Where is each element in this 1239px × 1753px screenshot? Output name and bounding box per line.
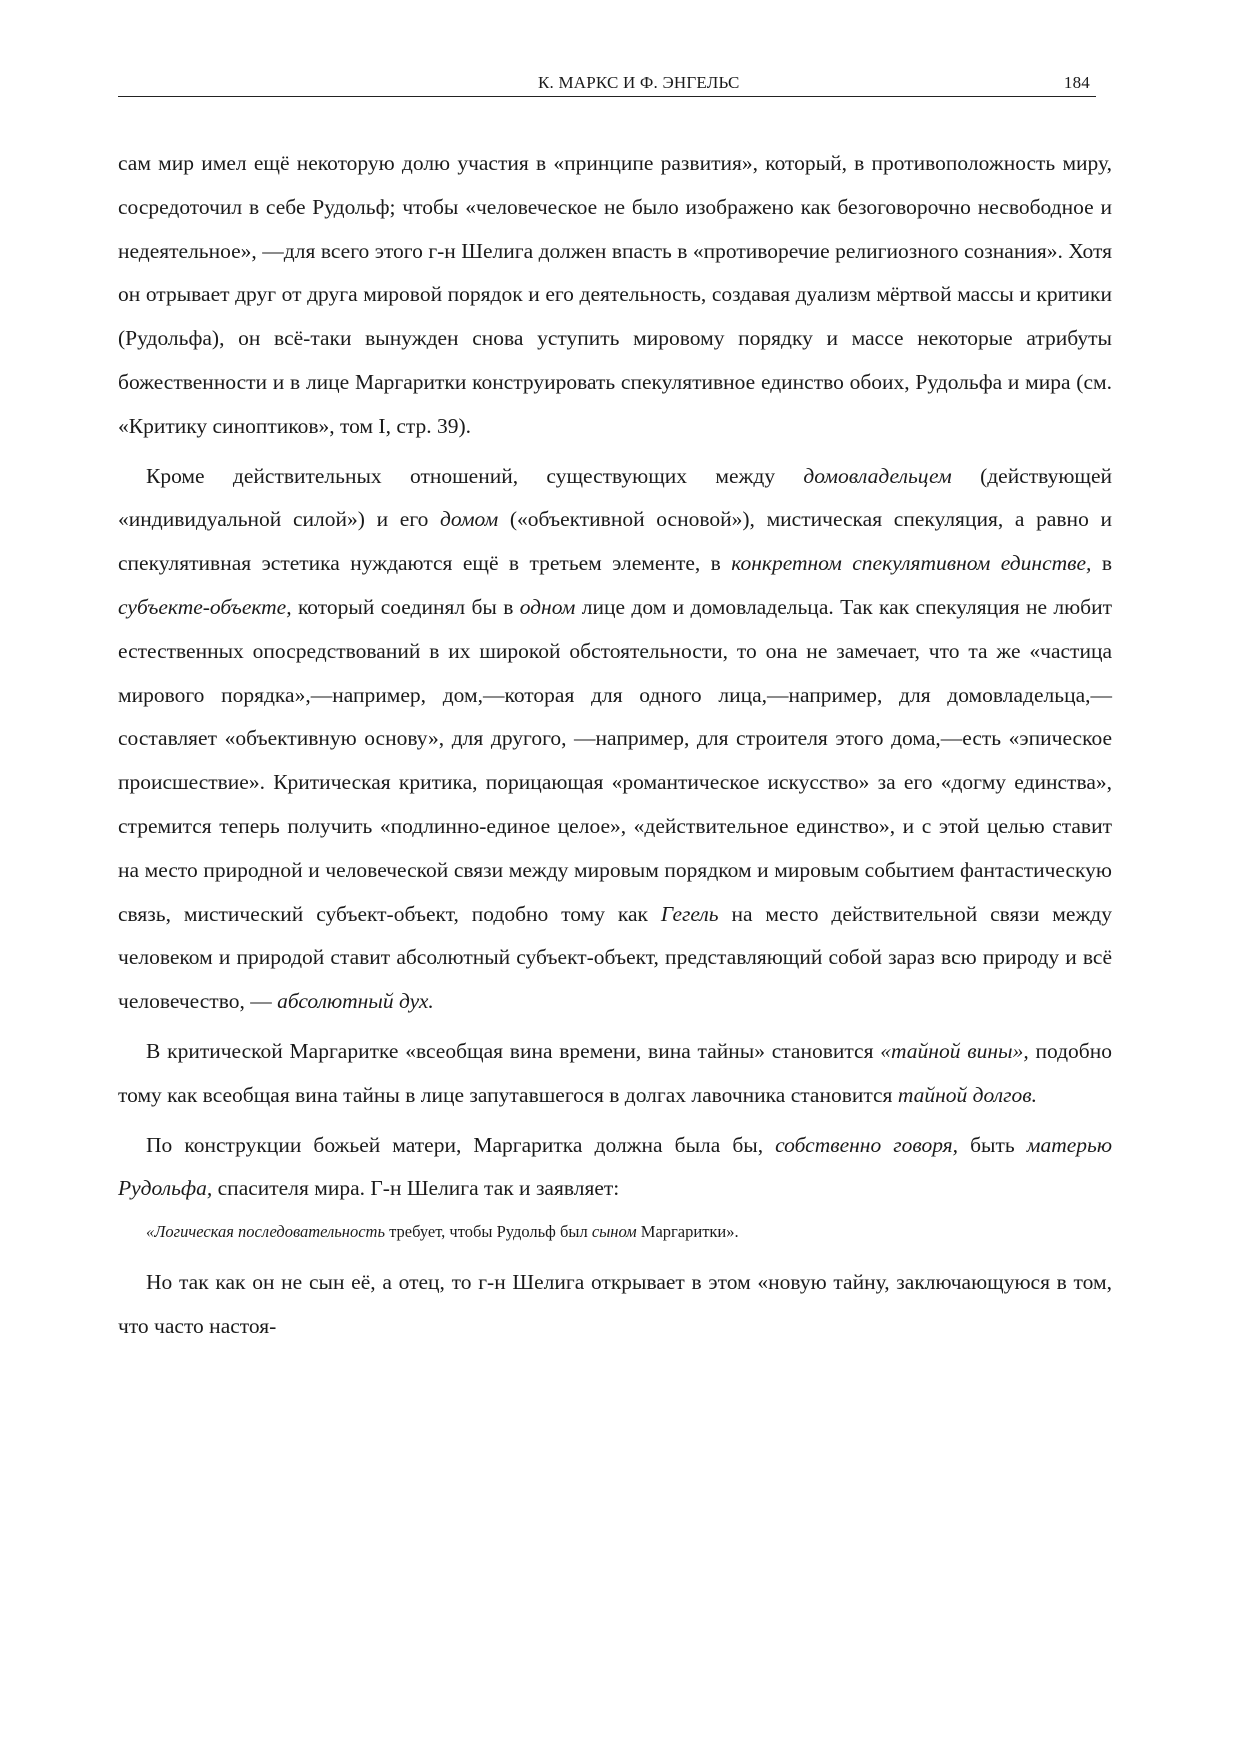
text-segment: спасителя мира. Г-н Шелига так и заявляет: xyxy=(212,1176,620,1201)
paragraph-3 xyxy=(118,1030,1112,1118)
emphasis: собственно говоря, xyxy=(775,1132,959,1157)
emphasis: Гегель xyxy=(660,901,719,926)
emphasis: сыном xyxy=(591,1222,637,1242)
text-segment: Кроме действительных отношений, существующих между xyxy=(146,463,804,488)
text-segment: В критической Маргаритке «всеобщая вина времени, вина тайны» становится xyxy=(146,1038,881,1063)
header-title: К. МАРКС И Ф. ЭНГЕЛЬС xyxy=(538,73,740,92)
body-text xyxy=(118,142,1112,1355)
emphasis: домом xyxy=(440,507,499,532)
paragraph-4 xyxy=(118,1124,1112,1212)
text-segment: подобно тому как всеобщая вина тайны в лице запутавшегося в долгах лавочника становится xyxy=(118,1038,1113,1107)
text-segment: требует, чтобы Рудольф был xyxy=(384,1222,592,1242)
emphasis: домовладельцем xyxy=(803,463,952,488)
emphasis: «Логическая последовательность xyxy=(146,1222,385,1242)
emphasis: конкретном спекулятивном единстве, xyxy=(731,551,1092,576)
emphasis: абсолютный дух. xyxy=(277,989,434,1014)
text-segment: лице дом и домовладельца. Так как спекуляция не любит естественных опосредствований в их широкой обстоятельности, то она не замечает, что та же «частица мирового порядка»,—например, дом,—которая для одного лица,—например, для домовладельца,—составляет «объективную основу», для другого, —например, для строителя этого дома,—есть «эпическое происшествие». Критическая критика, порицающая «романтическое искусство» за его «догму единства», стремится теперь получить «подлинно-единое целое», «действительное единство», и с этой целью ставит на место природной и человеческой связи между мировым порядком и мировым событием фантастическую связь, мистический субъект-объект, подобно тому как xyxy=(118,594,1112,926)
text-segment: на место действительной связи между человеком и природой ставит абсолютный субъект-объект, представляющий собой зараз всю природу и всё человечество, — xyxy=(118,901,1112,1014)
text-segment: Маргаритки». xyxy=(636,1222,739,1242)
emphasis: одном xyxy=(519,594,576,619)
running-header xyxy=(118,70,1096,97)
paragraph-2 xyxy=(118,455,1112,1024)
text-segment: (действующей «индивидуальной силой») и его xyxy=(118,463,1112,532)
text-segment: («объективной основой»), мистическая спекуляция, а равно и спекулятивная эстетика нуждаются ещё в третьем элементе, в xyxy=(118,507,1112,576)
emphasis: «тайной вины», xyxy=(880,1038,1029,1063)
emphasis: субъекте-объекте, xyxy=(118,594,292,619)
emphasis: тайной долгов. xyxy=(897,1082,1037,1107)
text-segment: быть xyxy=(958,1132,1027,1157)
text-segment: в xyxy=(1091,551,1112,576)
paragraph-1: сам мир имел ещё некоторую долю участия в «принципе развития», который, в противоположность миру, сосредоточил в себе Рудольф; чтобы «человеческое не было изображено как безоговорочно несвободное и недеятельное», —для всего этого г-н Шелига должен впасть в «противоречие религиозного сознания». Хотя он отрывает друг от друга мировой порядок и его деятельность, создавая дуализм мёртвой массы и критики (Рудольфа), он всё-таки вынужден снова уступить мировому порядку и массе некоторые атрибуты божественности и в лице Маргаритки конструировать спекулятивное единство обоих, Рудольфа и мира (см. «Критику синоптиков», том I, стр. 39). xyxy=(118,151,1112,438)
page-number: 184 xyxy=(1063,73,1090,92)
text-segment: который соединял бы в xyxy=(291,594,520,619)
emphasis: матерью Рудольфа, xyxy=(118,1132,1112,1201)
text-segment: По конструкции божьей матери, Маргаритка должна была бы, xyxy=(146,1132,776,1157)
block-quote xyxy=(118,1217,1112,1247)
paragraph-5: Но так как он не сын её, а отец, то г-н Шелига открывает в этом «новую тайну, заключающуюся в том, что часто настоя- xyxy=(118,1270,1112,1338)
